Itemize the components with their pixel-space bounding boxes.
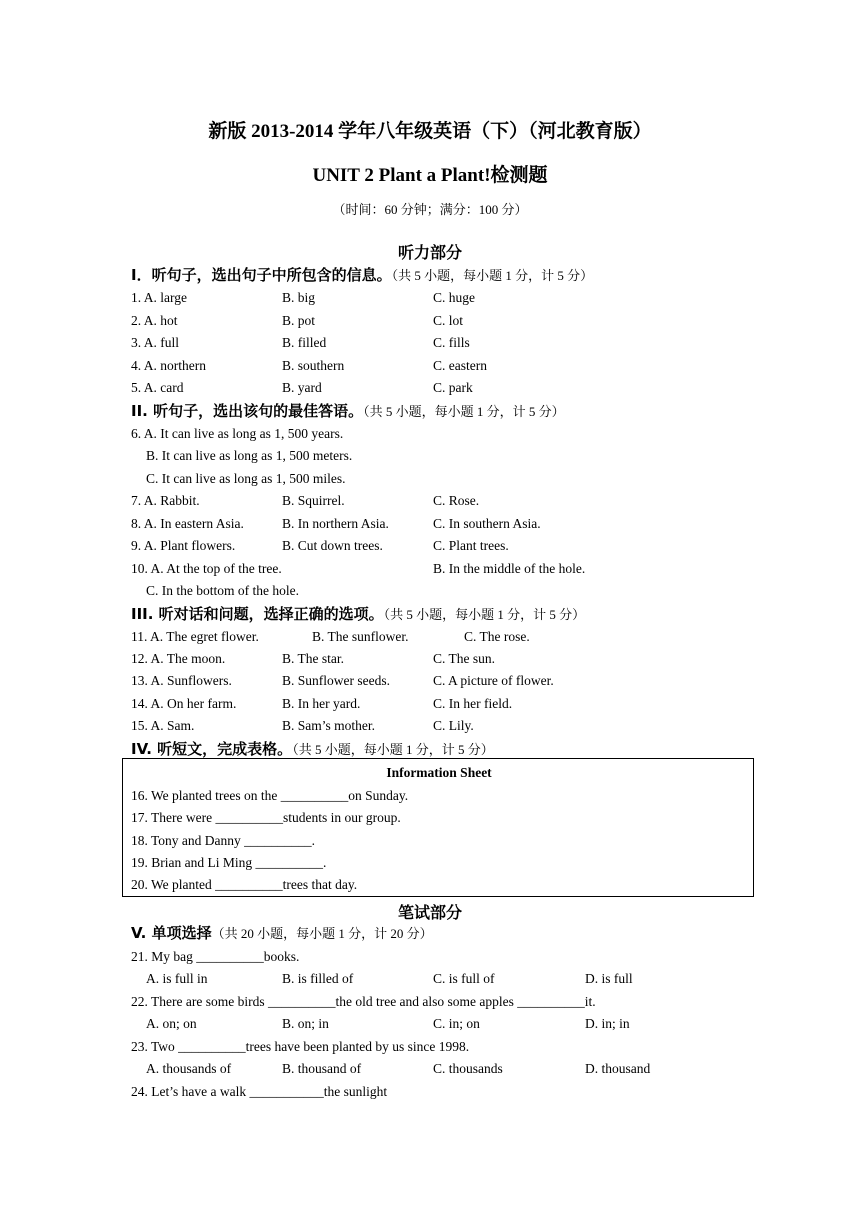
sheet-line: 18. Tony and Danny __________. bbox=[131, 833, 316, 848]
option-b: B. yard bbox=[282, 380, 322, 395]
unit-title: UNIT 2 Plant a Plant!检测题 bbox=[312, 165, 548, 186]
option-c: C. A picture of flower. bbox=[433, 673, 554, 688]
option-b: B. The sunflower. bbox=[312, 629, 409, 644]
option-b: B. In northern Asia. bbox=[282, 516, 389, 531]
option-b: B. Cut down trees. bbox=[282, 538, 383, 553]
question-line: C. It can live as long as 1, 500 miles. bbox=[146, 471, 346, 486]
writing-heading: 笔试部分 bbox=[397, 903, 462, 922]
question-line: 21. My bag __________books. bbox=[131, 949, 300, 964]
option-c: C. Lily. bbox=[433, 718, 474, 733]
part2-title: II. 听句子，选出该句的最佳答语。 bbox=[131, 402, 364, 420]
option-a: 10. A. At the top of the tree. bbox=[131, 561, 282, 576]
part1-title: I．听句子，选出句子中所包含的信息。 bbox=[131, 266, 392, 284]
option-a: 7. A. Rabbit. bbox=[131, 493, 200, 508]
information-sheet-title: Information Sheet bbox=[386, 765, 492, 780]
option-b: B. Sunflower seeds. bbox=[282, 673, 390, 688]
part1-heading bbox=[131, 264, 593, 285]
option-b: B. In the middle of the hole. bbox=[433, 561, 586, 576]
exam-title: 新版 2013-2014 学年八年级英语（下）（河北教育版） bbox=[208, 121, 652, 142]
option-b: B. Sam’s mother. bbox=[282, 718, 376, 733]
option-c: C. Rose. bbox=[433, 493, 480, 508]
question-line: 24. Let’s have a walk ___________the sunlight bbox=[131, 1084, 388, 1099]
option-c: C. The rose. bbox=[464, 629, 530, 644]
part3-title: III. 听对话和问题，选择正确的选项。 bbox=[131, 605, 384, 623]
option-c: C. In southern Asia. bbox=[433, 516, 541, 531]
option-a: 3. A. full bbox=[131, 335, 180, 350]
option-c: C. lot bbox=[433, 313, 464, 328]
option-b: B. big bbox=[282, 290, 316, 305]
option-a: 1. A. large bbox=[131, 290, 187, 305]
option-b: B. Squirrel. bbox=[282, 493, 345, 508]
option-a: 5. A. card bbox=[131, 380, 184, 395]
part5-heading bbox=[131, 922, 433, 943]
part5-title: V. 单项选择 bbox=[131, 924, 212, 942]
sheet-line: 20. We planted __________trees that day. bbox=[131, 877, 358, 892]
option-c: C. park bbox=[433, 380, 473, 395]
option-b: B. thousand of bbox=[282, 1061, 362, 1076]
option-b: B. In her yard. bbox=[282, 696, 361, 711]
option-c: C. thousands bbox=[433, 1061, 503, 1076]
part2-note: （共 5 小题，每小题 1 分，计 5 分） bbox=[363, 404, 565, 419]
part1-note: （共 5 小题，每小题 1 分，计 5 分） bbox=[391, 268, 594, 283]
option-d: D. is full bbox=[585, 971, 633, 986]
option-c: C. Plant trees. bbox=[433, 538, 509, 553]
part4-title: IV. 听短文，完成表格。 bbox=[131, 740, 293, 758]
question-line: B. It can live as long as 1, 500 meters. bbox=[146, 448, 353, 463]
option-d: D. thousand bbox=[585, 1061, 651, 1076]
option-a: 14. A. On her farm. bbox=[131, 696, 237, 711]
question-line: 6. A. It can live as long as 1, 500 years. bbox=[131, 426, 344, 441]
option-a: 9. A. Plant flowers. bbox=[131, 538, 236, 553]
time-score-info: （时间：60 分钟；满分：100 分） bbox=[332, 202, 528, 217]
option-a: 8. A. In eastern Asia. bbox=[131, 516, 244, 531]
option-c: C. The sun. bbox=[433, 651, 496, 666]
option-b: B. on; in bbox=[282, 1016, 329, 1031]
option-d: D. in; in bbox=[585, 1016, 630, 1031]
question-line: 23. Two __________trees have been planted by us since 1998. bbox=[131, 1039, 470, 1054]
option-c: C. eastern bbox=[433, 358, 487, 373]
option-a: A. thousands of bbox=[146, 1061, 232, 1076]
option-a: 2. A. hot bbox=[131, 313, 178, 328]
option-c: C. is full of bbox=[433, 971, 495, 986]
option-b: B. filled bbox=[282, 335, 327, 350]
option-a: 15. A. Sam. bbox=[131, 718, 195, 733]
part4-heading bbox=[131, 738, 494, 759]
question-line: C. In the bottom of the hole. bbox=[146, 583, 299, 598]
sheet-line: 16. We planted trees on the __________on Sunday. bbox=[131, 788, 409, 803]
question-line: 22. There are some birds __________the old tree and also some apples __________it. bbox=[131, 994, 596, 1009]
option-a: 13. A. Sunflowers. bbox=[131, 673, 232, 688]
part4-note: （共 5 小题，每小题 1 分，计 5 分） bbox=[292, 742, 494, 757]
sheet-line: 19. Brian and Li Ming __________. bbox=[131, 855, 327, 870]
option-b: B. southern bbox=[282, 358, 345, 373]
part3-heading bbox=[131, 603, 585, 624]
option-c: C. huge bbox=[433, 290, 475, 305]
information-sheet bbox=[122, 758, 754, 897]
option-b: B. The star. bbox=[282, 651, 344, 666]
option-a: A. is full in bbox=[146, 971, 208, 986]
part3-note: （共 5 小题，每小题 1 分，计 5 分） bbox=[383, 607, 586, 622]
option-a: 12. A. The moon. bbox=[131, 651, 226, 666]
part5-note: （共 20 小题，每小题 1 分，计 20 分） bbox=[211, 926, 433, 941]
option-b: B. pot bbox=[282, 313, 316, 328]
listening-heading: 听力部分 bbox=[397, 243, 462, 262]
option-c: C. In her field. bbox=[433, 696, 513, 711]
sheet-line: 17. There were __________students in our group. bbox=[131, 810, 401, 825]
option-c: C. fills bbox=[433, 335, 470, 350]
option-c: C. in; on bbox=[433, 1016, 480, 1031]
part2-heading bbox=[131, 400, 565, 421]
option-a: 11. A. The egret flower. bbox=[131, 629, 259, 644]
option-b: B. is filled of bbox=[282, 971, 354, 986]
option-a: 4. A. northern bbox=[131, 358, 206, 373]
option-a: A. on; on bbox=[146, 1016, 197, 1031]
